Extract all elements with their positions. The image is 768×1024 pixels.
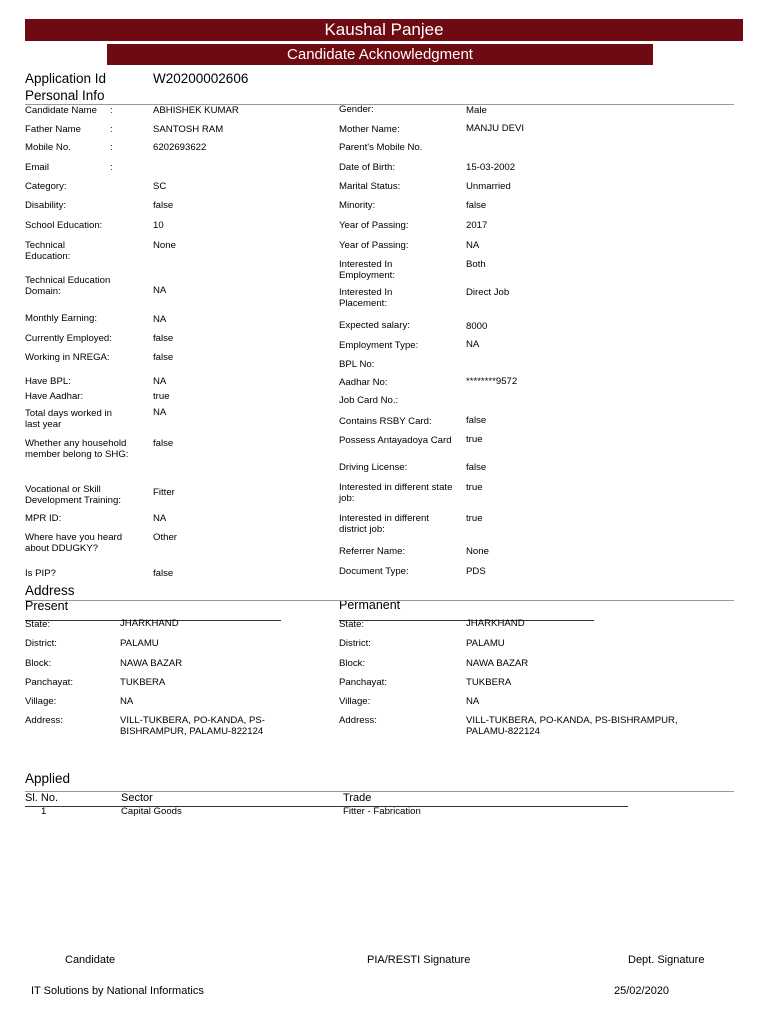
field-value: NA [466, 696, 480, 707]
field-value: MANJU DEVI [466, 123, 525, 134]
field-label: Disability: [25, 200, 67, 211]
field-label: Working in NREGA: [25, 352, 110, 363]
field-label: District: [25, 638, 57, 649]
field-label: Block: [339, 658, 366, 669]
field-label: Interested In Employment: [339, 259, 395, 281]
footer-date: 25/02/2020 [614, 985, 670, 997]
field-colon: : [110, 124, 113, 135]
address-rule [25, 600, 734, 601]
applied-header-rule [25, 806, 628, 807]
field-value: 6202693622 [153, 142, 207, 153]
field-value: false [153, 333, 174, 344]
field-value: Unmarried [466, 181, 511, 192]
field-value: TUKBERA [466, 677, 512, 688]
field-label: Driving License: [339, 462, 408, 473]
dept-signature-label: Dept. Signature [628, 954, 705, 966]
field-label: Parent's Mobile No. [339, 142, 423, 153]
field-value: NAWA BAZAR [120, 658, 183, 669]
field-value: ********9572 [466, 376, 518, 387]
address-heading: Address [25, 583, 75, 598]
field-value: NA [153, 285, 167, 296]
field-label: Block: [25, 658, 52, 669]
field-value: NA [466, 240, 480, 251]
field-label: District: [339, 638, 371, 649]
field-value: TUKBERA [120, 677, 166, 688]
applied-heading: Applied [25, 771, 71, 786]
permanent-address-heading: Permanent [339, 598, 401, 612]
field-label: Expected salary: [339, 320, 410, 331]
field-label: Father Name [25, 124, 81, 135]
field-label: Referrer Name: [339, 546, 406, 557]
field-value: Male [466, 105, 487, 116]
field-value: true [466, 434, 483, 445]
field-value: Both [466, 259, 486, 270]
field-value: false [466, 415, 487, 426]
field-value: PALAMU [120, 638, 159, 649]
field-value: Other [153, 532, 177, 543]
field-value: SANTOSH RAM [153, 124, 224, 135]
field-label: Marital Status: [339, 181, 401, 192]
field-value: Direct Job [466, 287, 510, 298]
field-value: true [466, 513, 483, 524]
field-value: 8000 [466, 321, 488, 332]
field-label: Aadhar No: [339, 377, 388, 388]
field-value: true [153, 391, 170, 402]
field-label: Whether any household member belong to SHG: [25, 438, 129, 460]
field-value: true [466, 482, 483, 493]
field-value: NA [153, 376, 167, 387]
document-title: Kaushal Panjee [25, 19, 743, 41]
field-value: NA [153, 513, 167, 524]
field-label: Where have you heard about DDUGKY? [25, 532, 123, 554]
field-label: State: [339, 619, 365, 630]
footer-credit: IT Solutions by National Informatics [31, 985, 204, 997]
field-colon: : [110, 162, 113, 173]
field-label: State: [25, 619, 51, 630]
field-value: VILL-TUKBERA, PO-KANDA, PS-BISHRAMPUR, PALAMU-822124 [466, 715, 678, 737]
field-value: NAWA BAZAR [466, 658, 529, 669]
document-subtitle: Candidate Acknowledgment [107, 44, 653, 65]
field-label: MPR ID: [25, 513, 62, 524]
table-cell-sl-no: 1 [41, 806, 47, 817]
field-label: Document Type: [339, 566, 409, 577]
field-value: Fitter [153, 487, 175, 498]
field-label: Total days worked in last year [25, 408, 112, 430]
column-header-trade: Trade [343, 792, 372, 804]
field-label: Candidate Name [25, 105, 97, 116]
present-address-heading: Present [25, 599, 69, 613]
field-label: Interested in different district job: [339, 513, 429, 535]
field-label: Email [25, 162, 49, 173]
field-label: Panchayat: [339, 677, 388, 688]
field-label: Address: [339, 715, 377, 726]
field-label: Job Card No.: [339, 395, 399, 406]
field-value: None [153, 240, 176, 251]
field-colon: : [110, 142, 113, 153]
field-colon: : [110, 105, 113, 116]
field-value: NA [153, 407, 167, 418]
field-label: Possess Antayadoya Card [339, 435, 452, 446]
candidate-signature-label: Candidate [65, 954, 116, 966]
column-header-sector: Sector [121, 792, 153, 804]
field-value: JHARKHAND [120, 618, 179, 629]
field-label: Address: [25, 715, 63, 726]
field-label: Currently Employed: [25, 333, 112, 344]
field-label: Mobile No. [25, 142, 71, 153]
field-label: Have Aadhar: [25, 391, 84, 402]
column-header-sl-no: Sl. No. [25, 792, 59, 804]
field-value: SC [153, 181, 167, 192]
field-label: Interested In Placement: [339, 287, 393, 309]
field-label: Date of Birth: [339, 162, 395, 173]
field-value: 15-03-2002 [466, 162, 516, 173]
field-label: Category: [25, 181, 67, 192]
field-value: None [466, 546, 489, 557]
field-label: Panchayat: [25, 677, 74, 688]
personal-info-rule [25, 104, 734, 105]
field-label: Contains RSBY Card: [339, 416, 432, 427]
field-value: 10 [153, 220, 164, 231]
field-label: Year of Passing: [339, 220, 409, 231]
field-label: Gender: [339, 104, 374, 115]
field-value: NA [466, 339, 480, 350]
field-label: Village: [339, 696, 371, 707]
table-cell-sector: Capital Goods [121, 806, 182, 817]
field-value: NA [120, 696, 134, 707]
field-value: false [466, 200, 487, 211]
table-cell-trade: Fitter - Fabrication [343, 806, 421, 817]
field-value: VILL-TUKBERA, PO-KANDA, PS-BISHRAMPUR, PALAMU-822124 [120, 715, 266, 737]
field-label: Village: [25, 696, 57, 707]
field-value: NA [153, 314, 167, 325]
field-label: BPL No: [339, 359, 375, 370]
field-value: PDS [466, 566, 486, 577]
personal-info-heading: Personal Info [25, 88, 105, 103]
field-label: Is PIP? [25, 568, 56, 579]
field-value: false [153, 568, 174, 579]
field-label: Technical Education Domain: [25, 275, 111, 297]
field-label: Year of Passing: [339, 240, 409, 251]
field-label: Vocational or Skill Development Training: [25, 484, 121, 506]
field-label: Employment Type: [339, 340, 419, 351]
field-value: false [153, 352, 174, 363]
application-id-label: Application Id [25, 71, 107, 86]
field-label: Have BPL: [25, 376, 71, 387]
field-value: false [153, 200, 174, 211]
field-value: 2017 [466, 220, 488, 231]
pia-signature-label: PIA/RESTI Signature [367, 954, 471, 966]
field-label: Monthly Earning: [25, 313, 97, 324]
field-label: Minority: [339, 200, 376, 211]
field-label: Technical Education: [25, 240, 71, 262]
field-label: Mother Name: [339, 124, 400, 135]
application-id-value: W20200002606 [153, 71, 249, 86]
field-label: Interested in different state job: [339, 482, 453, 504]
field-label: School Education: [25, 220, 103, 231]
field-value: PALAMU [466, 638, 505, 649]
field-value: false [466, 462, 487, 473]
field-value: false [153, 438, 174, 449]
field-value: JHARKHAND [466, 618, 525, 629]
field-value: ABHISHEK KUMAR [153, 105, 239, 116]
